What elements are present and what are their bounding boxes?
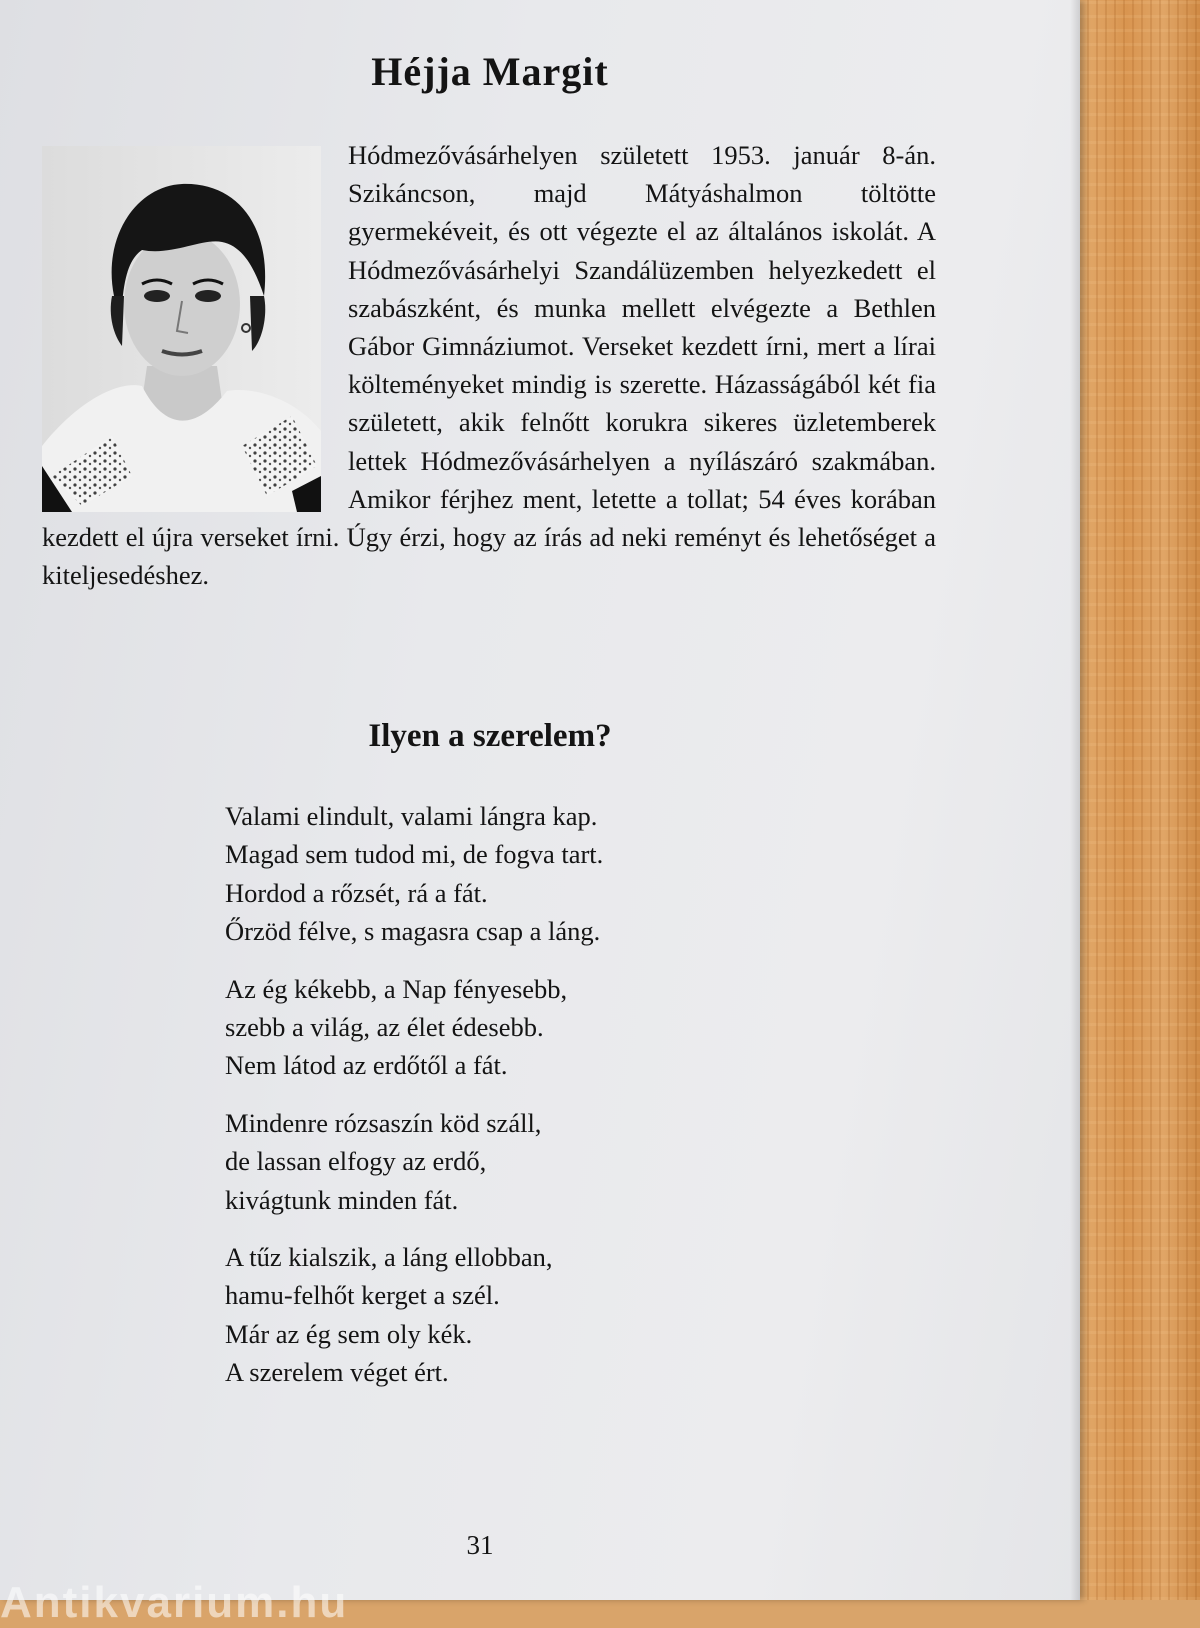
poem-line: szebb a világ, az élet édesebb. — [225, 1012, 544, 1043]
watermark-text: Antikvarium.hu — [0, 1578, 349, 1627]
poem-stanza-2 — [225, 970, 825, 1085]
wooden-table-surface — [1078, 0, 1200, 1600]
poem-line: Nem látod az erdőtől a fát. — [225, 1050, 508, 1081]
photo-spacer — [42, 136, 348, 518]
biography-text: Hódmezővásárhelyen született 1953. január 8-án. Szikáncson, majd Mátyáshalmon töltötte gyermekéveit, és ott végezte el az általános iskolát. A Hódmezővásárhelyi Szandálüzemben helyezkedett el szabászként, és munka mellett elvégezte a Bethlen Gábor Gimnáziumot. Verseket kezdett írni, mert a lírai költeményeket mindig is szerette. Házasságából két fia született, akik felnőtt korukra sikeres üzletemberek lettek Hódmezővásárhelyen a nyílászáró szakmában. Amikor férjhez ment, letette a tollat; 54 éves korában kezdett el újra verseket írni. Úgy érzi, hogy az írás ad neki reményt és lehetőséget a kiteljesedéshez. — [42, 140, 936, 591]
author-biography — [42, 136, 936, 594]
poem-line: Magad sem tudod mi, de fogva tart. — [225, 839, 604, 870]
poem-stanza-3 — [225, 1104, 825, 1219]
poem-stanza-4 — [225, 1238, 825, 1392]
poem-line: Az ég kékebb, a Nap fényesebb, — [225, 973, 568, 1004]
poem-title: Ilyen a szerelem? — [368, 718, 612, 754]
page-number: 31 — [466, 1530, 494, 1560]
poem-line: A szerelem véget ért. — [225, 1357, 449, 1388]
poem-line: de lassan elfogy az erdő, — [225, 1146, 487, 1177]
poem-line: Őrzöd félve, s magasra csap a láng. — [225, 916, 601, 947]
poem-stanza-1 — [225, 797, 825, 951]
poem-line: hamu-felhőt kerget a szél. — [225, 1280, 500, 1311]
poem-line: Már az ég sem oly kék. — [225, 1318, 473, 1349]
poem-line: Hordod a rőzsét, rá a fát. — [225, 877, 488, 908]
poem-line: Mindenre rózsaszín köd száll, — [225, 1107, 542, 1138]
poem-body — [225, 797, 825, 1411]
author-name-heading: Héjja Margit — [371, 49, 609, 94]
poem-line: kivágtunk minden fát. — [225, 1184, 459, 1215]
poem-line: Valami elindult, valami lángra kap. — [225, 801, 598, 831]
poem-line: A tűz kialszik, a láng ellobban, — [225, 1242, 553, 1273]
